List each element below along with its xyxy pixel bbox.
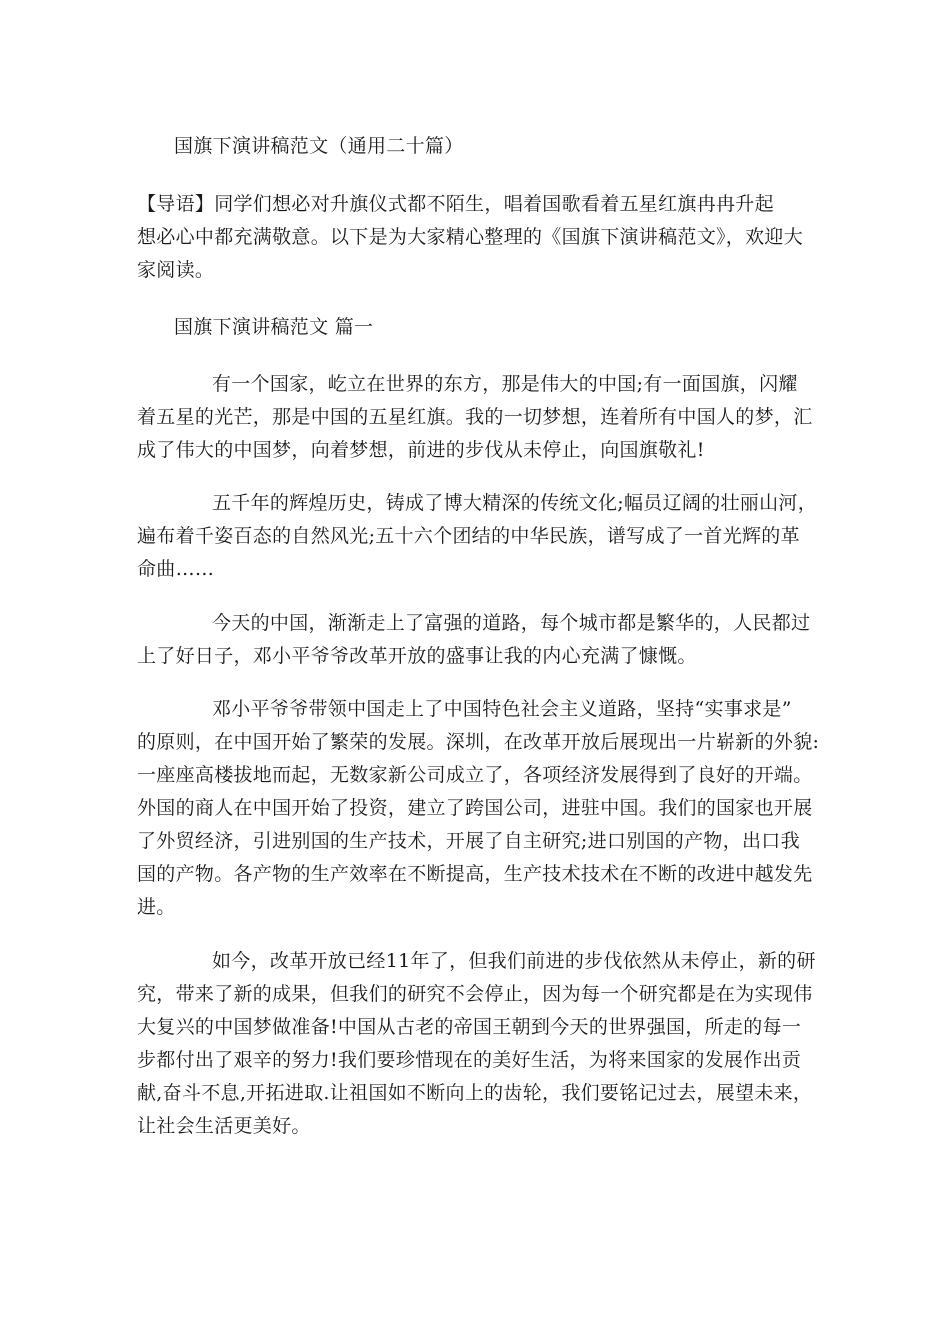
paragraph-line: 成了伟大的中国梦，向着梦想，前进的步伐从未停止，向国旗敬礼! [137, 439, 705, 461]
intro-line: 想必心中都充满敬意。以下是为大家精心整理的《国旗下演讲稿范文》，欢迎大 [137, 226, 804, 248]
paragraph-line: 献,奋斗不息,开拓进取.让祖国如不断向上的齿轮，我们要铭记过去，展望未来， [137, 1082, 813, 1104]
paragraph-line: 了外贸经济，引进别国的生产技术，开展了自主研究;进口别国的产物，出口我 [137, 830, 800, 852]
paragraph-line: 邓小平爷爷带领中国走上了中国特色社会主义道路，坚持“实事求是” [212, 698, 792, 720]
paragraph-line: 究，带来了新的成果，但我们的研究不会停止，因为每一个研究都是在为实现伟 [137, 983, 813, 1005]
paragraph-line: 有一个国家，屹立在世界的东方，那是伟大的中国;有一面国旗，闪耀 [212, 373, 798, 395]
section-heading: 国旗下演讲稿范文 篇一 [174, 316, 374, 338]
paragraph-line: 步都付出了艰辛的努力!我们要珍惜现在的美好生活，为将来国家的发展作出贡 [137, 1049, 802, 1071]
paragraph-line: 着五星的光芒，那是中国的五星红旗。我的一切梦想，连着所有中国人的梦，汇 [137, 406, 813, 428]
intro-line: 家阅读。 [137, 259, 215, 281]
paragraph-line: 如今，改革开放已经11年了，但我们前进的步伐依然从未停止，新的研 [212, 950, 816, 972]
paragraph-line: 进。 [137, 896, 176, 918]
paragraph-line: 国的产物。各产物的生产效率在不断提高，生产技术技术在不断的改进中越发先 [137, 863, 813, 885]
document-title: 国旗下演讲稿范文（通用二十篇） [174, 135, 464, 157]
paragraph-line: 五千年的辉煌历史，铸成了博大精深的传统文化;幅员辽阔的壮丽山河， [212, 492, 818, 514]
paragraph-line: 命曲…… [137, 558, 215, 580]
paragraph-line: 让社会生活更美好。 [137, 1115, 311, 1137]
paragraph-line: 大复兴的中国梦做准备!中国从古老的帝国王朝到今天的世界强国，所走的每一 [137, 1016, 802, 1038]
intro-line: 【导语】同学们想必对升旗仪式都不陌生，唱着国歌看着五星红旗冉冉升起 [137, 193, 774, 215]
paragraph-line: 一座座高楼拔地而起，无数家新公司成立了，各项经济发展得到了良好的开端。 [137, 764, 813, 786]
paragraph-line: 今天的中国，渐渐走上了富强的道路，每个城市都是繁华的，人民都过 [212, 612, 811, 634]
paragraph-line: 遍布着千姿百态的自然风光;五十六个团结的中华民族，谱写成了一首光辉的革 [137, 525, 800, 547]
paragraph-line: 上了好日子，邓小平爷爷改革开放的盛事让我的内心充满了慷慨。 [137, 645, 697, 667]
paragraph-line: 外国的商人在中国开始了投资，建立了跨国公司，进驻中国。我们的国家也开展 [137, 797, 813, 819]
paragraph-line: 的原则，在中国开始了繁荣的发展。深圳，在改革开放后展现出一片崭新的外貌: [137, 731, 820, 753]
